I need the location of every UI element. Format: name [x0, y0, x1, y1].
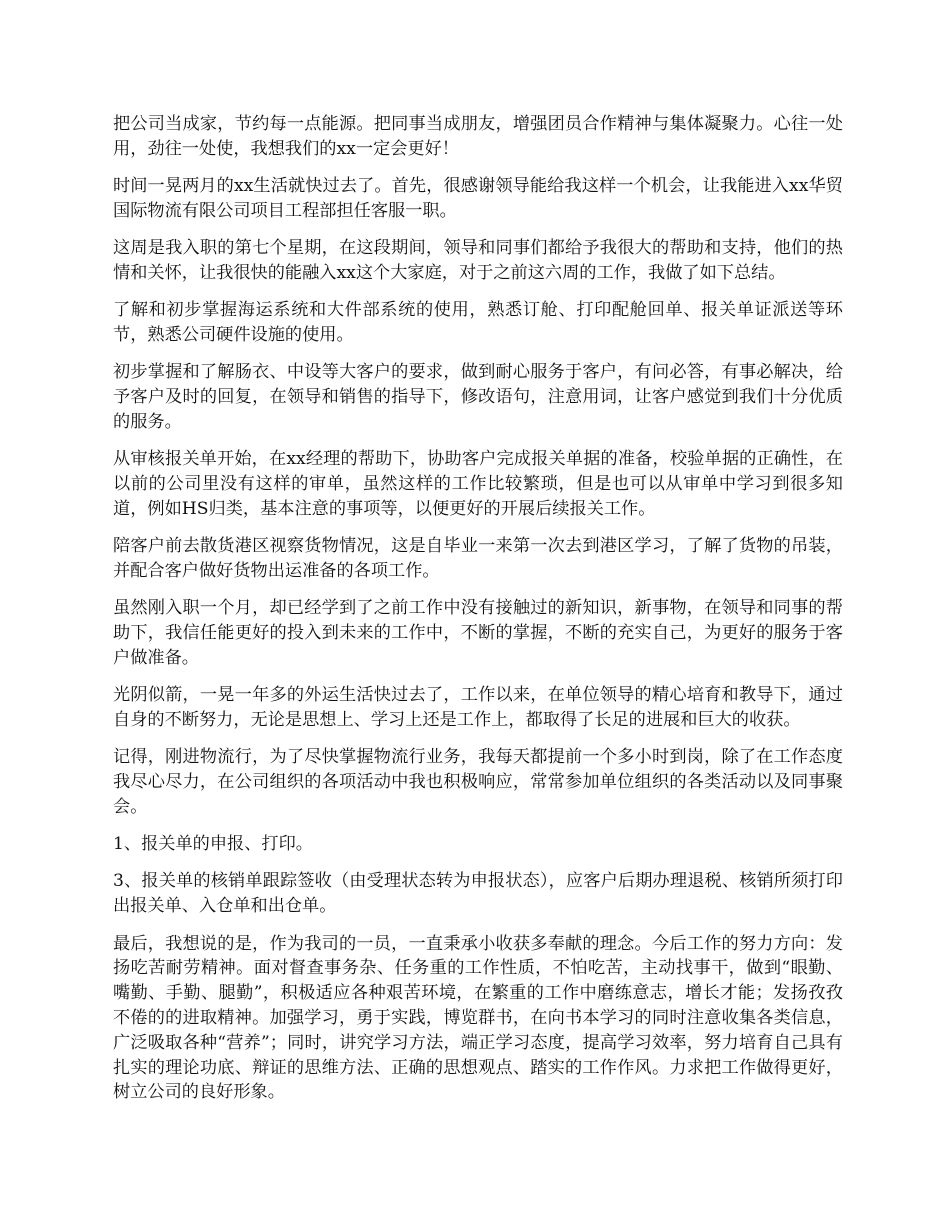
paragraph: 最后，我想说的是，作为我司的一员，一直秉承小收获多奉献的理念。今后工作的努力方向：发扬吃苦耐劳精神。面对督查事务杂、任务重的工作性质，不怕吃苦，主动找事干，做到“眼勤、嘴勤、手勤、腿勤”，积极适应各种艰苦环境，在繁重的工作中磨练意志，增长才能；发扬孜孜不倦的的进取精神。加强学习，勇于实践，博览群书，在向书本学习的同时注意收集各类信息，广泛吸取各种“营养”；同时，讲究学习方法，端正学习态度，提高学习效率，努力培育自己具有扎实的理论功底、辩证的思维方法、正确的思想观点、踏实的工作作风。力求把工作做得更好，树立公司的良好形象。	[113, 933, 843, 1103]
paragraph: 虽然刚入职一个月，却已经学到了之前工作中没有接触过的新知识，新事物，在领导和同事的帮助下，我信任能更好的投入到未来的工作中，不断的掌握，不断的充实自己，为更好的服务于客户做准备。	[113, 598, 843, 668]
list-item: 1、报关单的申报、打印。	[113, 834, 313, 855]
paragraph: 陪客户前去散货港区视察货物情况，这是自毕业一来第一次去到港区学习，了解了货物的吊装，并配合客户做好货物出运准备的各项工作。	[113, 536, 843, 581]
list-item: 3、报关单的核销单跟踪签收（由受理状态转为申报状态），应客户后期办理退税、核销所须打印出报关单、入仓单和出仓单。	[113, 871, 843, 917]
paragraph: 记得，刚进物流行，为了尽快掌握物流行业务，我每天都提前一个多小时到岗，除了在工作态度我尽心尽力，在公司组织的各项活动中我也积极响应，常常参加单位组织的各类活动以及同事聚会。	[113, 747, 843, 817]
paragraph: 了解和初步掌握海运系统和大件部系统的使用，熟悉订舱、打印配舱回单、报关单证派送等环节，熟悉公司硬件设施的使用。	[113, 300, 843, 346]
document-body	[113, 112, 843, 1118]
paragraph: 光阴似箭，一晃一年多的外运生活快过去了，工作以来，在单位领导的精心培育和教导下，通过自身的不断努力，无论是思想上、学习上还是工作上，都取得了长足的进展和巨大的收获。	[113, 685, 843, 730]
paragraph: 时间一晃两月的xx生活就快过去了。首先，很感谢领导能给我这样一个机会，让我能进入xx华贸国际物流有限公司项目工程部担任客服一职。	[113, 176, 843, 221]
paragraph: 初步掌握和了解肠衣、中设等大客户的要求，做到耐心服务于客户，有问必答，有事必解决，给予客户及时的回复，在领导和销售的指导下，修改语句，注意用词，让客户感觉到我们十分优质的服务。	[113, 362, 843, 432]
paragraph: 把公司当成家，节约每一点能源。把同事当成朋友，增强团员合作精神与集体凝聚力。心往一处用，劲往一处使，我想我们的xx一定会更好！	[113, 114, 843, 159]
paragraph: 这周是我入职的第七个星期，在这段期间，领导和同事们都给予我很大的帮助和支持，他们的热情和关怀，让我很快的能融入xx这个大家庭，对于之前这六周的工作，我做了如下总结。	[113, 238, 843, 283]
paragraph: 从审核报关单开始，在xx经理的帮助下，协助客户完成报关单据的准备，校验单据的正确性，在以前的公司里没有这样的审单，虽然这样的工作比较繁琐，但是也可以从审单中学习到很多知道，例如HS归类，基本注意的事项等，以便更好的开展后续报关工作。	[113, 449, 843, 519]
